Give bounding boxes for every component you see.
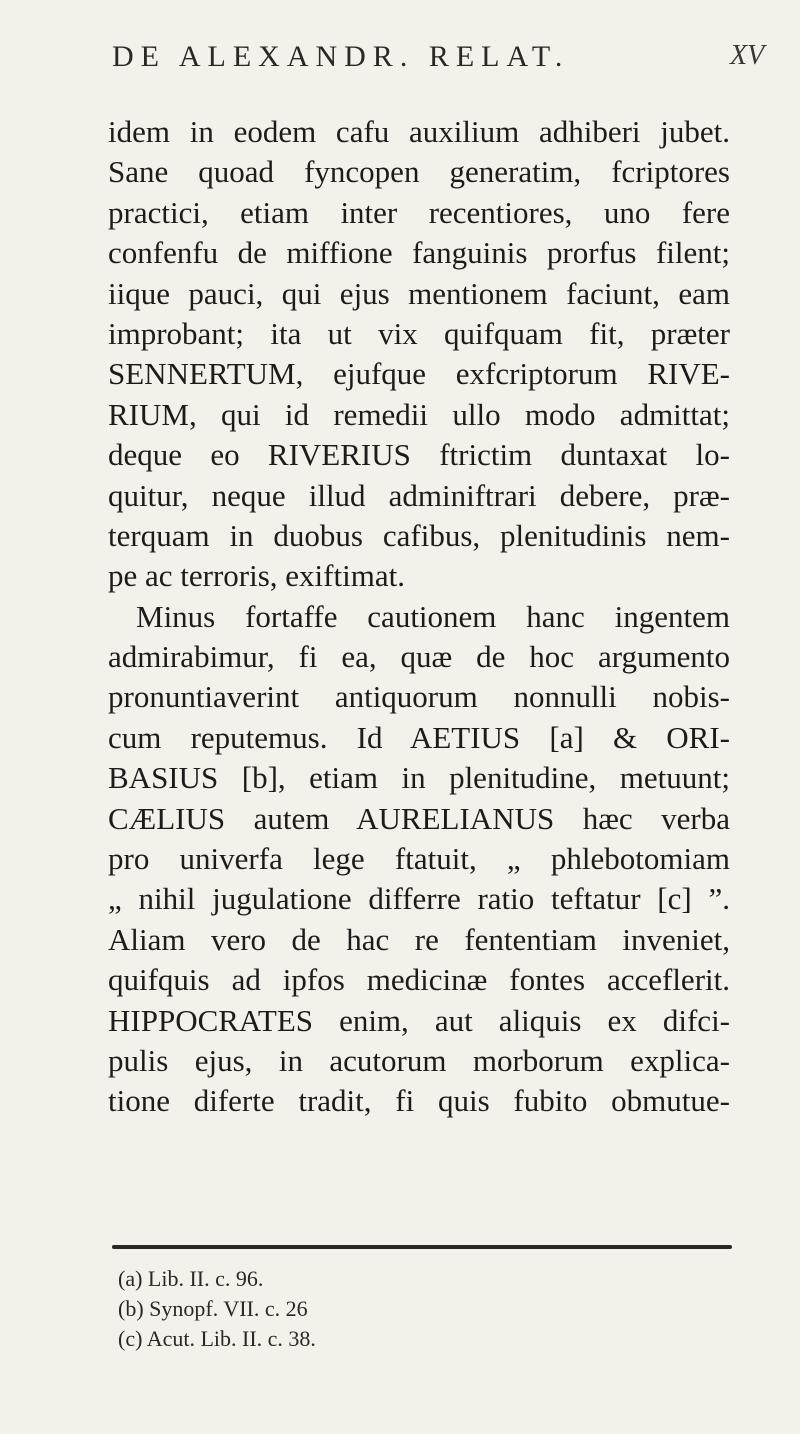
- text-line: practici, etiam inter recentiores, uno fere: [108, 194, 730, 230]
- text-line: SENNERTUM, ejufque exfcriptorum RIVE-: [108, 356, 730, 392]
- text-line: Sane quoad fyncopen generatim, fcriptores: [108, 154, 730, 190]
- running-title: DE ALEXANDR. RELAT.: [112, 40, 570, 73]
- text-line: pe ac terroris, exiftimat.: [108, 558, 405, 594]
- text-line: quitur, neque illud adminiftrari debere, præ-: [108, 477, 730, 513]
- text-line: HIPPOCRATES enim, aut aliquis ex difci-: [108, 1002, 730, 1038]
- text-line: admirabimur, fi ea, quæ de hoc argumento: [108, 639, 730, 675]
- text-line: pronuntiaverint antiquorum nonnulli nobis-: [108, 679, 730, 715]
- text-line: quifquis ad ipfos medicinæ fontes acceflerit.: [108, 962, 730, 998]
- footnote: (b) Synopf. VII. c. 26: [118, 1296, 308, 1321]
- text-line: confenfu de miffione fanguinis prorfus filent;: [108, 235, 730, 271]
- text-line: „ nihil jugulatione differre ratio teftatur [c] ”.: [108, 881, 730, 917]
- text-line: Minus fortaffe cautionem hanc ingentem: [136, 598, 730, 634]
- footnote: (c) Acut. Lib. II. c. 38.: [118, 1326, 316, 1351]
- footnotes: [118, 1264, 678, 1354]
- text-line: terquam in duobus cafibus, plenitudinis nem-: [108, 517, 730, 553]
- text-line: cum reputemus. Id AETIUS [a] & ORI-: [108, 719, 730, 755]
- running-head: [0, 32, 800, 82]
- text-line: CÆLIUS autem AURELIANUS hæc verba: [108, 800, 730, 836]
- text-line: BASIUS [b], etiam in plenitudine, metuunt;: [108, 760, 730, 796]
- text-line: iique pauci, qui ejus mentionem faciunt, eam: [108, 275, 730, 311]
- text-line: Aliam vero de hac re fententiam inveniet,: [108, 921, 730, 957]
- text-line: pulis ejus, in acutorum morborum explica-: [108, 1042, 730, 1078]
- text-line: RIUM, qui id remedii ullo modo admittat;: [108, 396, 730, 432]
- body-text: [108, 112, 730, 1122]
- footnote: (a) Lib. II. c. 96.: [118, 1266, 264, 1291]
- text-line: tione diferte tradit, fi quis fubito obmutue-: [108, 1083, 730, 1119]
- text-line: improbant; ita ut vix quifquam fit, præter: [108, 315, 730, 351]
- text-line: idem in eodem cafu auxilium adhiberi jubet.: [108, 114, 730, 149]
- footnote-rule: [112, 1245, 732, 1249]
- page-number: XV: [730, 40, 765, 71]
- text-line: deque eo RIVERIUS ftrictim duntaxat lo-: [108, 437, 730, 473]
- text-line: pro univerfa lege ftatuit, „ phlebotomiam: [108, 841, 730, 877]
